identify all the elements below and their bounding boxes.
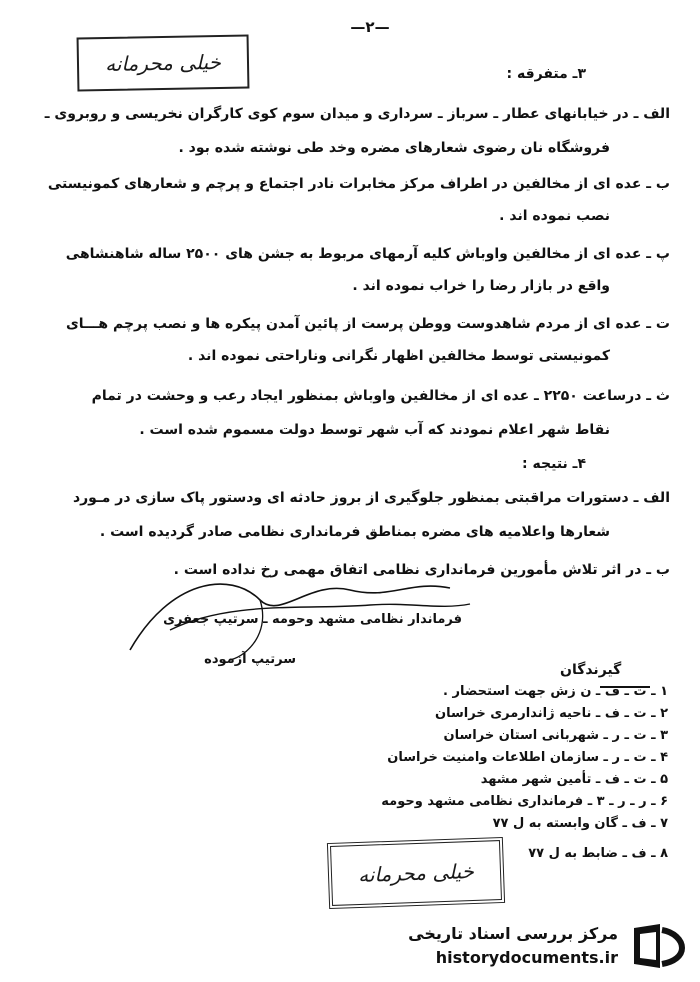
recipient-4: ۴ ـ ت ـ ر ـ سازمان اطلاعات وامنیت خراسان (387, 750, 668, 765)
signature-rank: سرتیپ آزموده (204, 652, 296, 667)
recipient-5: ۵ ـ ت ـ ف ـ تأمین شهر مشهد (480, 772, 668, 787)
section-3-item-a-line-1: الف ـ در خیابانهای عطار ـ سرباز ـ سرداری و میدان سوم کوی کارگران نخریسی و روبروی ـ (44, 106, 670, 122)
section-3-item-b-line-1: ب ـ عده ای از مخالفین در اطراف مرکز مخابرات نادر اجتماع و پرچم و شعارهای کمونیستی (47, 176, 670, 192)
section-3-item-t-line-1: ت ـ عده ای از مردم شاهدوست ووطن پرست از پائین آمدن پیکره ها و نصب پرچم هـــای (65, 316, 670, 332)
section-4-item-b-line-1: ب ـ در اثر تلاش مأمورین فرمانداری نظامی اتفاق مهمی رخ نداده است . (173, 562, 670, 578)
section-4-item-a-line-1: الف ـ دستورات مراقبتی بمنظور جلوگیری از بروز حادثه ای ودستور پاک سازی در مـورد (72, 490, 670, 506)
page-number: —۲— (350, 18, 390, 36)
section-3-item-a-line-2: فروشگاه نان رضوی شعارهای مضره وخد طی نوشته شده بود . (178, 140, 610, 156)
section-4-heading: ۴ـ نتیجه : (522, 456, 586, 472)
recipient-7: ۷ ـ ف ـ گان وابسته به ل ۷۷ (492, 816, 668, 831)
section-3-item-p-line-1: پ ـ عده ای از مخالفین واوباش کلیه آرمهای مربوط به جشن های ۲۵۰۰ ساله شاهنشاهی (65, 246, 670, 262)
signature-line: فرماندار نظامی مشهد وحومه ـ سرتیپ جعفری (163, 612, 462, 627)
section-3-item-th-line-1: ث ـ درساعت ۲۲۵۰ ـ عده ای از مخالفین واوباش بمنظور ایجاد رعب و وحشت در تمام (91, 388, 670, 404)
recipient-3: ۳ ـ ت ـ ر ـ شهربانی استان خراسان (443, 728, 668, 743)
section-3-item-p-line-2: واقع در بازار رضا را خراب نموده اند . (352, 278, 610, 294)
section-3-item-th-line-2: نقاط شهر اعلام نمودند که آب شهر توسط دولت مسموم شده است . (139, 422, 610, 438)
archive-website: historydocuments.ir (435, 948, 618, 967)
recipient-1: ۱ ـ ت ـ ف ـ ن زش جهت استحضار . (443, 684, 668, 699)
recipient-6: ۶ ـ ر ـ ر ـ ۳ ـ فرمانداری نظامی مشهد وحومه (381, 794, 668, 809)
section-3-item-b-line-2: نصب نموده اند . (499, 208, 610, 224)
classification-stamp-top: خیلی محرمانه (77, 35, 250, 92)
archive-watermark (404, 918, 694, 974)
recipient-8: ۸ ـ ف ـ ضابط به ل ۷۷ (528, 846, 668, 861)
classification-stamp-bottom: خیلی محرمانه (327, 837, 505, 909)
archive-name: مرکز بررسی اسناد تاریخی (408, 924, 618, 943)
section-3-heading: ۳ـ متفرقه : (506, 66, 586, 82)
section-4-item-a-line-2: شعارها واعلامیه های مضره بمناطق فرمانداری نظامی صادر گردیده است . (99, 524, 610, 540)
archive-logo-icon (630, 922, 686, 970)
recipients-title: گیرندگان (560, 662, 622, 678)
section-3-item-t-line-2: کمونیستی توسط مخالفین اظهار نگرانی وناراحتی نموده اند . (187, 348, 610, 364)
recipient-2: ۲ ـ ت ـ ف ـ ناحیه ژاندارمری خراسان (435, 706, 668, 721)
